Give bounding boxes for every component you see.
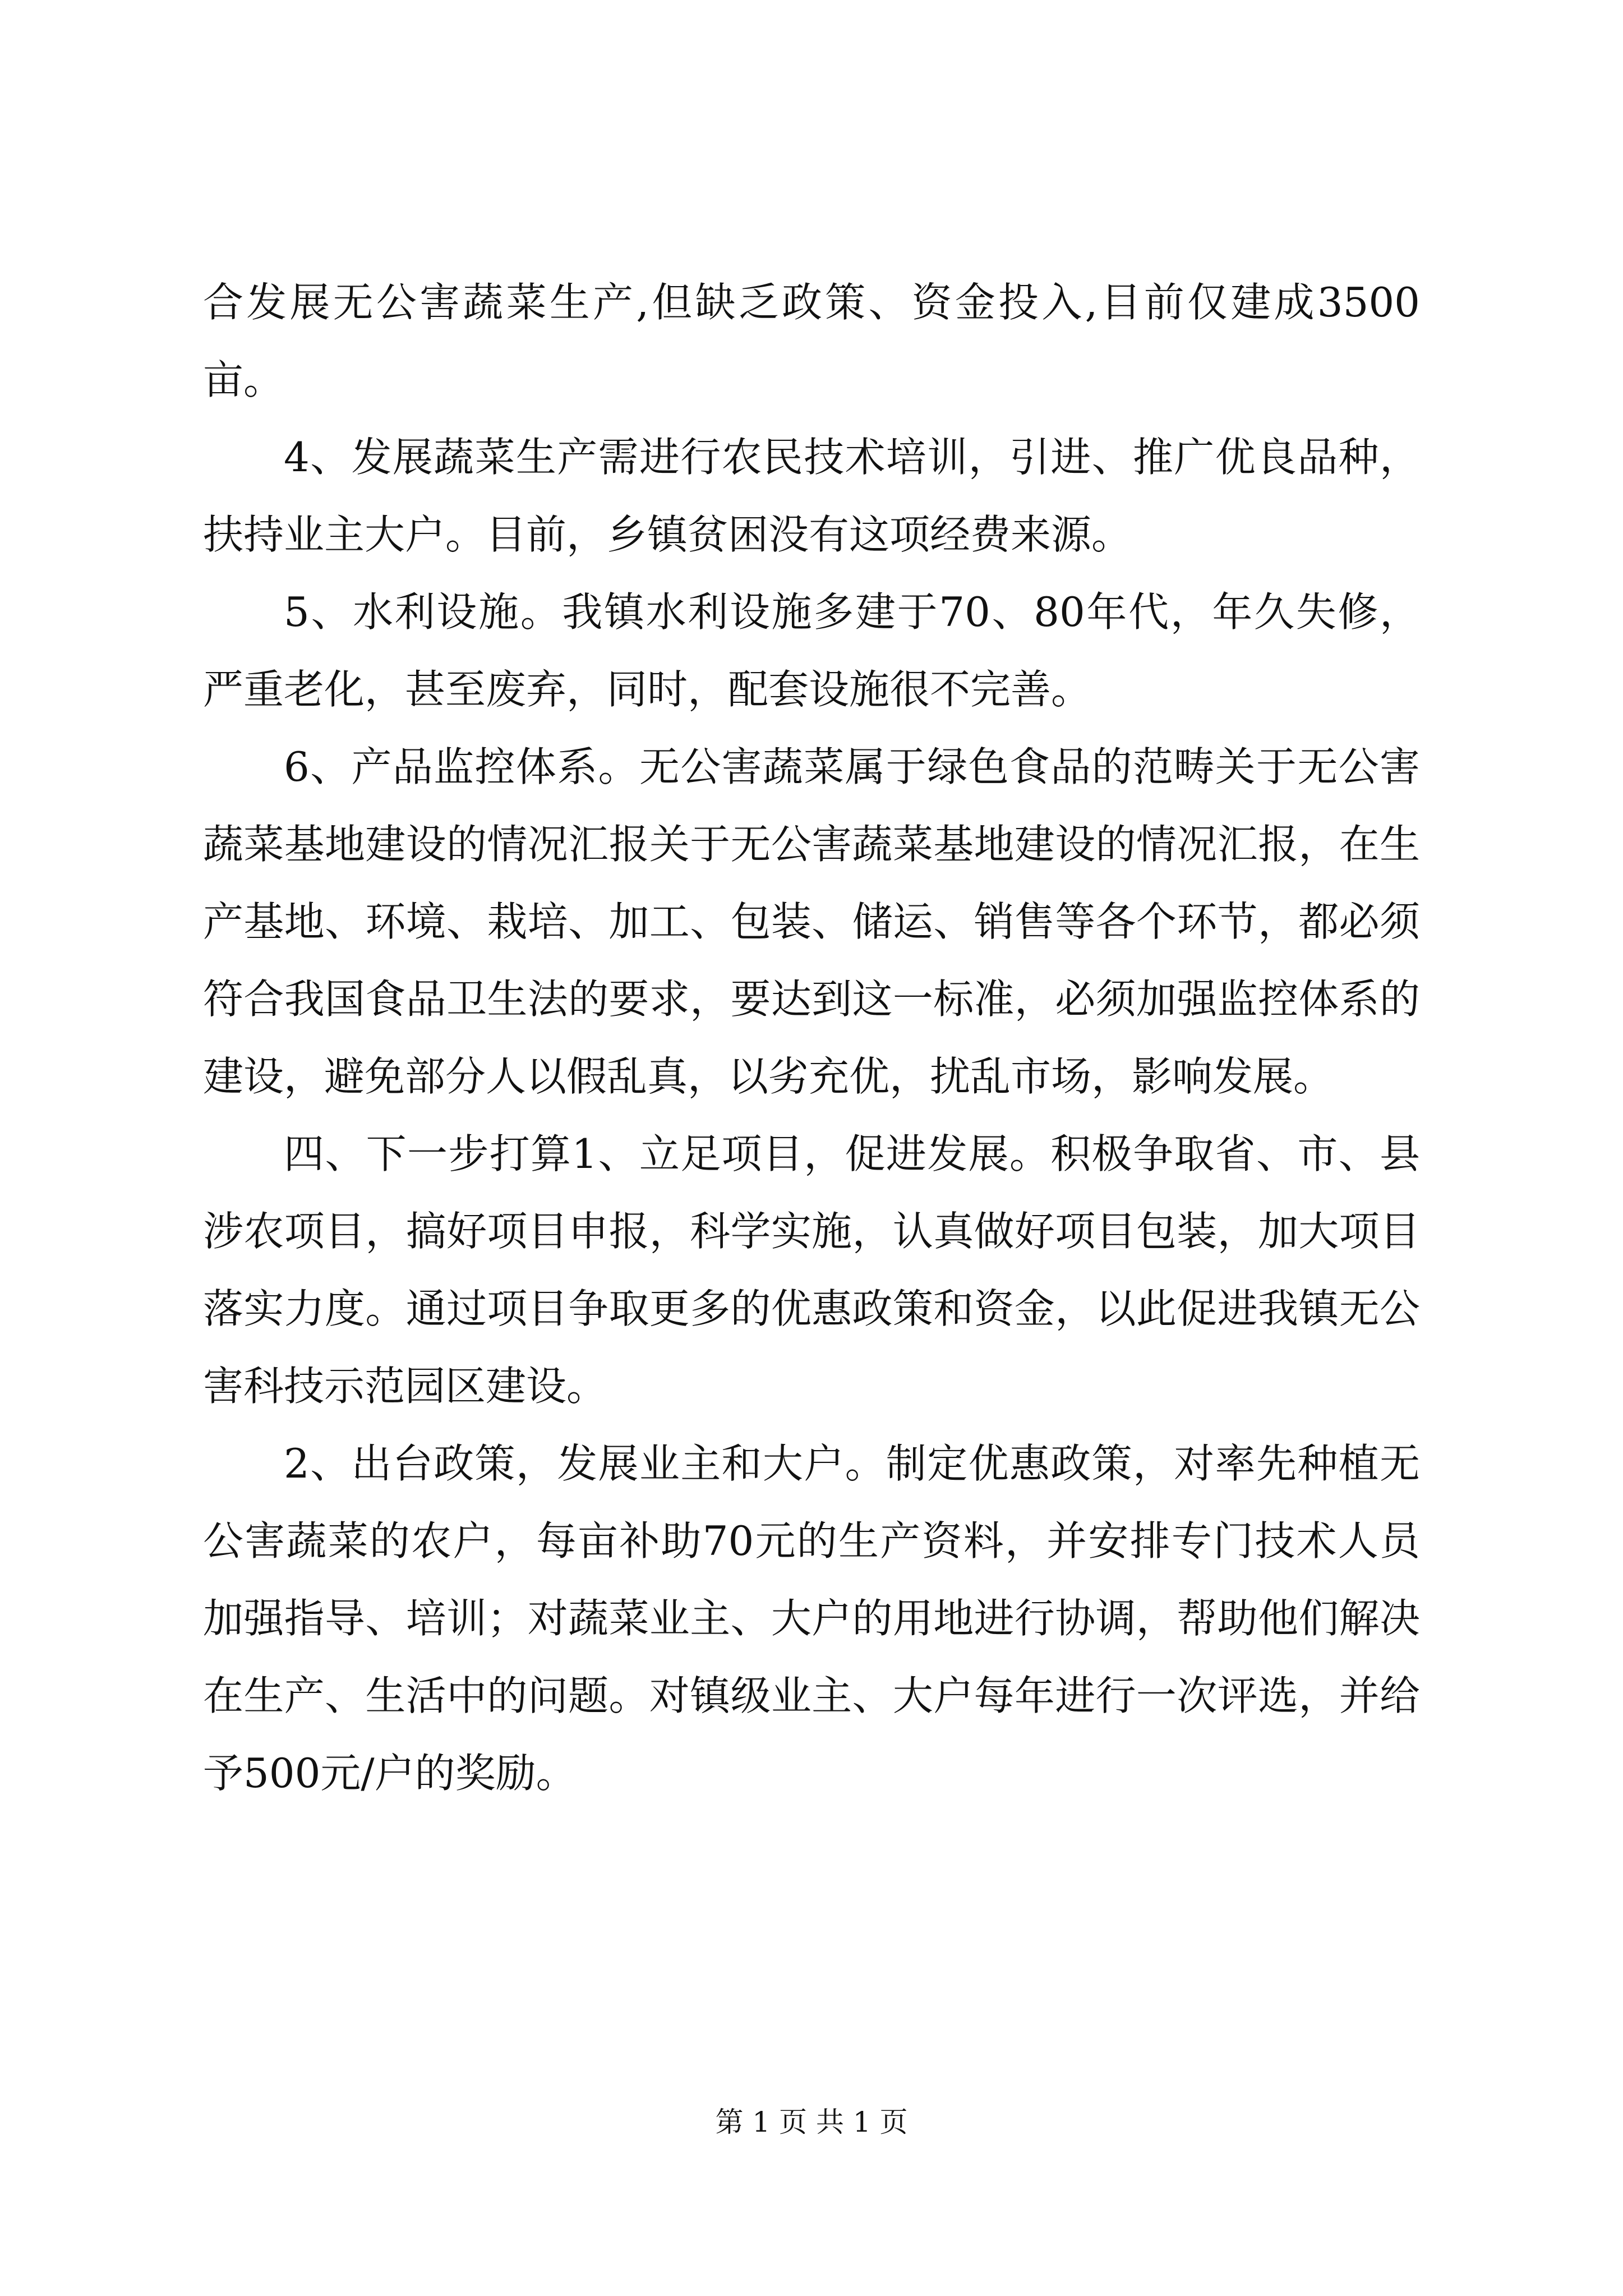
paragraph-section-4: 四、下一步打算1、立足项目，促进发展。积极争取省、市、县涉农项目，搞好项目申报，科学实施，认真做好项目包装，加大项目落实力度。通过项目争取更多的优惠政策和资金，以此促进我镇无公害科技示范园区建设。 (203, 1130, 1420, 1410)
page-footer: 第 1 页 共 1 页 (715, 2106, 908, 2138)
paragraph-item-4: 4、发展蔬菜生产需进行农民技术培训，引进、推广优良品种，扶持业主大户。目前，乡镇贫困没有这项经费来源。 (203, 434, 1420, 558)
document-body (203, 264, 1420, 1812)
paragraph-plan-2: 2、出台政策，发展业主和大户。制定优惠政策，对率先种植无公害蔬菜的农户，每亩补助70元的生产资料，并安排专门技术人员加强指导、培训；对蔬菜业主、大户的用地进行协调，帮助他们解决在生产、生活中的问题。对镇级业主、大户每年进行一次评选，并给予500元/户的奖励。 (203, 1440, 1420, 1797)
paragraph-item-5: 5、水利设施。我镇水利设施多建于70、80年代，年久失修，严重老化，甚至废弃，同时，配套设施很不完善。 (203, 588, 1420, 713)
paragraph-item-6: 6、产品监控体系。无公害蔬菜属于绿色食品的范畴关于无公害蔬菜基地建设的情况汇报关于无公害蔬菜基地建设的情况汇报，在生产基地、环境、栽培、加工、包装、储运、销售等各个环节，都必须符合我国食品卫生法的要求，要达到这一标准，必须加强监控体系的建设，避免部分人以假乱真，以劣充优，扰乱市场，影响发展。 (203, 743, 1420, 1100)
paragraph-continuation: 合发展无公害蔬菜生产,但缺乏政策、资金投入,目前仅建成3500亩。 (203, 279, 1420, 403)
